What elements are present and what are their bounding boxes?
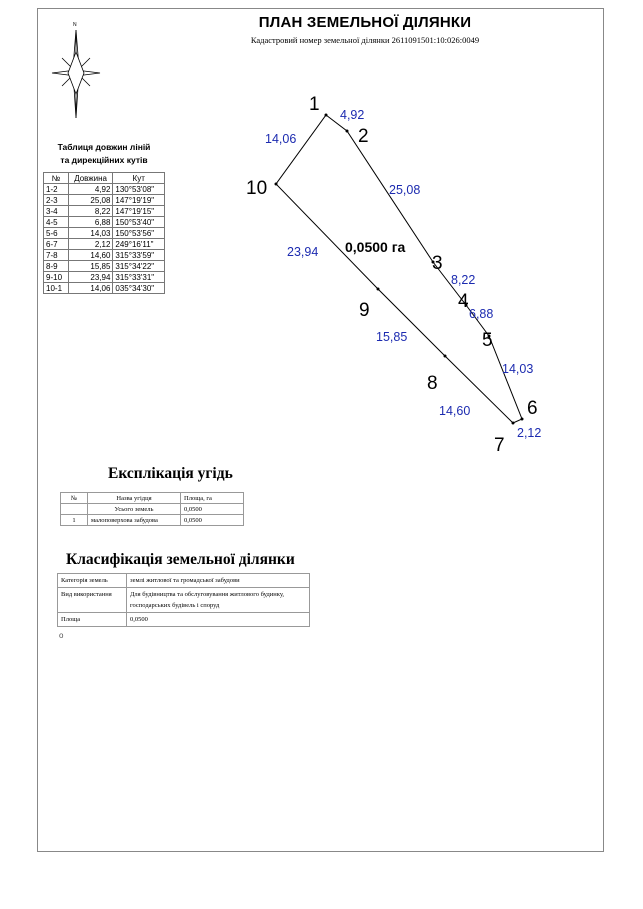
lines-table <box>43 172 165 294</box>
lines-table-title-1: Таблиця довжин ліній <box>57 142 151 152</box>
length-7-8: 14,60 <box>439 404 471 418</box>
table-row: 8-9 15,85 315°34'22" <box>44 261 165 272</box>
vertex-marker <box>512 422 515 425</box>
table-row: Усього земель 0,0500 <box>61 504 244 515</box>
column-header: Довжина <box>68 173 113 184</box>
footer-mark: о <box>59 631 64 640</box>
table-row: 6-7 2,12 249°16'11" <box>44 239 165 250</box>
point-label-5: 5 <box>482 330 493 351</box>
table-row: 1-2 4,92 130°53'08" <box>44 184 165 195</box>
length-1-2: 4,92 <box>340 108 365 122</box>
length-4-5: 6,88 <box>469 307 494 321</box>
table-row: Вид використання Для будівництва та обслуговування житлового будинку, господарських будівель і споруд <box>58 588 310 613</box>
point-label-4: 4 <box>458 291 469 312</box>
vertex-marker <box>346 130 349 133</box>
point-label-3: 3 <box>432 253 443 274</box>
explication-table <box>60 492 244 526</box>
table-row: 10-1 14,06 035°34'30" <box>44 283 165 294</box>
table-row: 5-6 14,03 150°53'56" <box>44 228 165 239</box>
point-label-10: 10 <box>246 178 268 199</box>
cadastral-number: Кадастровий номер земельної ділянки 2611091501:10:026:0049 <box>250 35 480 45</box>
length-10-1: 14,06 <box>265 132 297 146</box>
vertex-marker <box>444 355 447 358</box>
table-row: 2-3 25,08 147°19'19" <box>44 195 165 206</box>
vertex-marker <box>377 288 380 291</box>
length-2-3: 25,08 <box>389 183 421 197</box>
point-label-2: 2 <box>358 126 369 147</box>
point-label-6: 6 <box>527 398 538 419</box>
north-arrow-icon <box>52 22 100 118</box>
classification-heading: Класифікація земельної ділянки <box>66 551 295 568</box>
length-6-7: 2,12 <box>517 426 542 440</box>
column-header: Кут <box>113 173 165 184</box>
point-label-7: 7 <box>494 435 505 456</box>
north-label: N <box>73 22 77 28</box>
parcel-area: 0,0500 га <box>345 239 406 255</box>
table-row: 4-5 6,88 150°53'40" <box>44 217 165 228</box>
point-label-1: 1 <box>309 94 320 115</box>
parcel-boundary <box>276 115 522 423</box>
point-label-9: 9 <box>359 300 370 321</box>
table-row: 1 малоповерхова забудова 0,0500 <box>61 515 244 526</box>
column-header: Площа, га <box>181 493 244 504</box>
table-row: 7-8 14,60 315°33'59" <box>44 250 165 261</box>
point-label-8: 8 <box>427 373 438 394</box>
table-row: Категорія земель землі житлової та громадської забудови <box>58 574 310 588</box>
lines-table-title-2: та дирекційних кутів <box>60 155 148 165</box>
column-header: № <box>61 493 88 504</box>
column-header: № <box>44 173 69 184</box>
vertex-marker <box>325 114 328 117</box>
classification-table <box>57 573 310 627</box>
length-5-6: 14,03 <box>502 362 534 376</box>
explication-heading: Експлікація угідь <box>108 465 233 482</box>
length-3-4: 8,22 <box>451 273 476 287</box>
vertex-marker <box>521 418 524 421</box>
table-row: 9-10 23,94 315°33'31" <box>44 272 165 283</box>
table-row: 3-4 8,22 147°19'15" <box>44 206 165 217</box>
length-8-9: 15,85 <box>376 330 408 344</box>
table-row: Площа 0,0500 <box>58 613 310 627</box>
length-9-10: 23,94 <box>287 245 319 259</box>
vertex-marker <box>275 183 278 186</box>
column-header: Назва угідця <box>88 493 181 504</box>
page-title: ПЛАН ЗЕМЕЛЬНОЇ ДІЛЯНКИ <box>258 14 472 31</box>
